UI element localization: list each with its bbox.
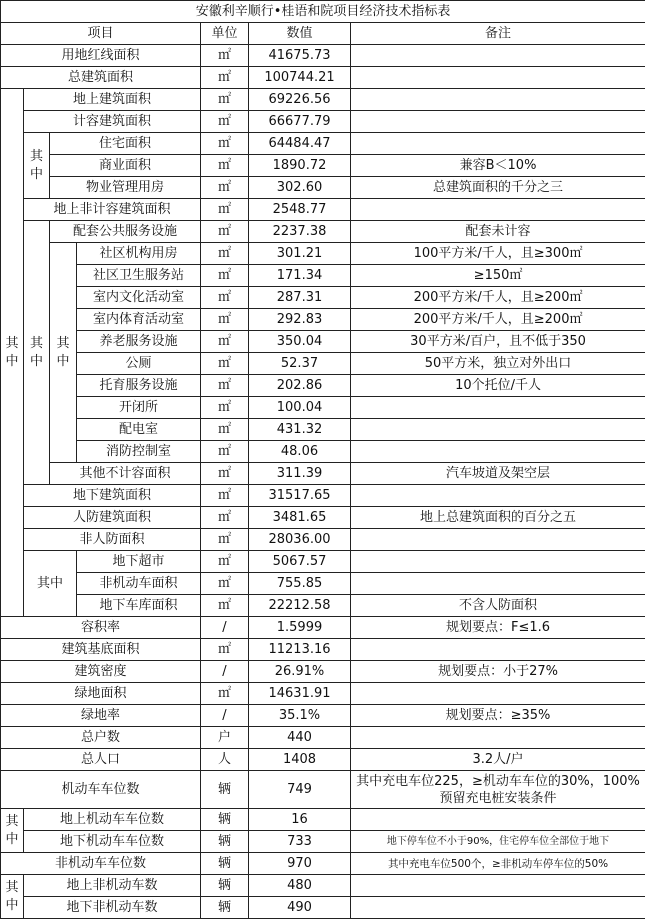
row-name: 地下车库面积 — [77, 595, 201, 617]
row-name: 养老服务设施 — [77, 331, 201, 353]
row-unit: ㎡ — [201, 353, 249, 375]
row-note — [351, 419, 645, 441]
row-unit: ㎡ — [201, 199, 249, 221]
row-unit: ㎡ — [201, 551, 249, 573]
row-value: 2548.77 — [249, 199, 351, 221]
qizhong-label-motor-parking: 其中 — [1, 809, 24, 853]
table-row — [1, 875, 645, 897]
table-row — [1, 683, 645, 705]
table-row — [1, 265, 645, 287]
row-name: 总建筑面积 — [1, 67, 201, 89]
row-value: 35.1% — [249, 705, 351, 727]
row-note: 兼容B＜10% — [351, 155, 645, 177]
row-value: 350.04 — [249, 331, 351, 353]
row-name: 地上非计容建筑面积 — [24, 199, 201, 221]
row-note: 地下停车位不小于90%，住宅停车位全部位于地下 — [351, 831, 645, 853]
row-value: 52.37 — [249, 353, 351, 375]
table-row — [1, 809, 645, 831]
row-note — [351, 67, 645, 89]
row-unit: ㎡ — [201, 507, 249, 529]
table-row — [1, 67, 645, 89]
table-row — [1, 375, 645, 397]
row-value: 733 — [249, 831, 351, 853]
row-name: 配电室 — [77, 419, 201, 441]
table-row — [1, 45, 645, 67]
table-row — [1, 243, 645, 265]
row-name: 总户数 — [1, 727, 201, 749]
row-note: 其中充电车位225，≥机动车车位的30%，100%预留充电桩安装条件 — [351, 771, 645, 809]
row-note: 地上总建筑面积的百分之五 — [351, 507, 645, 529]
row-note: 200平方米/千人，且≥200㎡ — [351, 287, 645, 309]
row-unit: ㎡ — [201, 595, 249, 617]
row-unit: / — [201, 617, 249, 639]
row-name: 计容建筑面积 — [24, 111, 201, 133]
row-unit: ㎡ — [201, 397, 249, 419]
row-value: 3481.65 — [249, 507, 351, 529]
qizhong-label-underground: 其中 — [24, 551, 77, 617]
table-row — [1, 639, 645, 661]
row-note: 总建筑面积的千分之三 — [351, 177, 645, 199]
table-row — [1, 309, 645, 331]
row-name: 非机动车车位数 — [1, 853, 201, 875]
table-row — [1, 529, 645, 551]
row-name: 人防建筑面积 — [24, 507, 201, 529]
table-row — [1, 441, 645, 463]
table-row — [1, 353, 645, 375]
row-value: 292.83 — [249, 309, 351, 331]
row-note: 3.2人/户 — [351, 749, 645, 771]
row-unit: 辆 — [201, 809, 249, 831]
row-name: 地下非机动车数 — [24, 897, 201, 919]
row-value: 14631.91 — [249, 683, 351, 705]
row-unit: ㎡ — [201, 683, 249, 705]
row-unit: ㎡ — [201, 529, 249, 551]
row-name: 机动车车位数 — [1, 771, 201, 809]
row-unit: ㎡ — [201, 463, 249, 485]
row-name: 地下建筑面积 — [24, 485, 201, 507]
row-unit: ㎡ — [201, 419, 249, 441]
row-unit: ㎡ — [201, 639, 249, 661]
row-note: 100平方米/千人，且≥300㎡ — [351, 243, 645, 265]
header-item: 项目 — [1, 23, 201, 45]
row-value: 16 — [249, 809, 351, 831]
row-value: 11213.16 — [249, 639, 351, 661]
row-note: 不含人防面积 — [351, 595, 645, 617]
row-unit: ㎡ — [201, 67, 249, 89]
row-value: 26.91% — [249, 661, 351, 683]
row-value: 5067.57 — [249, 551, 351, 573]
row-name: 社区机构用房 — [77, 243, 201, 265]
row-note — [351, 485, 645, 507]
row-note — [351, 897, 645, 919]
row-unit: ㎡ — [201, 441, 249, 463]
row-note: 30平方米/百户，且不低于350 — [351, 331, 645, 353]
row-value: 490 — [249, 897, 351, 919]
row-name: 地下机动车车位数 — [24, 831, 201, 853]
table-row — [1, 661, 645, 683]
row-name: 室内体育活动室 — [77, 309, 201, 331]
header-value: 数值 — [249, 23, 351, 45]
row-note — [351, 809, 645, 831]
row-value: 1890.72 — [249, 155, 351, 177]
row-name: 绿地面积 — [1, 683, 201, 705]
row-note: 其中充电车位500个，≥非机动车停车位的50% — [351, 853, 645, 875]
table-row — [1, 771, 645, 809]
row-unit: ㎡ — [201, 485, 249, 507]
table-row — [1, 727, 645, 749]
table-row — [1, 705, 645, 727]
table-row — [1, 485, 645, 507]
row-note: ≥150㎡ — [351, 265, 645, 287]
row-note — [351, 133, 645, 155]
row-note — [351, 573, 645, 595]
row-unit: 人 — [201, 749, 249, 771]
table-row — [1, 89, 645, 111]
row-value: 302.60 — [249, 177, 351, 199]
table-row — [1, 155, 645, 177]
table-row — [1, 133, 645, 155]
table-row — [1, 331, 645, 353]
row-value: 755.85 — [249, 573, 351, 595]
row-note — [351, 875, 645, 897]
qizhong-label-facilities: 其中 — [50, 243, 77, 463]
row-value: 202.86 — [249, 375, 351, 397]
table-row — [1, 287, 645, 309]
row-name: 地上机动车车位数 — [24, 809, 201, 831]
header-row — [1, 23, 645, 45]
row-name: 用地红线面积 — [1, 45, 201, 67]
table-row — [1, 177, 645, 199]
table-row — [1, 551, 645, 573]
row-value: 22212.58 — [249, 595, 351, 617]
row-note — [351, 529, 645, 551]
table-row — [1, 595, 645, 617]
table-row — [1, 419, 645, 441]
row-unit: ㎡ — [201, 155, 249, 177]
row-note — [351, 683, 645, 705]
row-name: 非人防面积 — [24, 529, 201, 551]
qizhong-label-bike-parking: 其中 — [1, 875, 24, 919]
row-value: 171.34 — [249, 265, 351, 287]
table-row — [1, 507, 645, 529]
row-value: 1.5999 — [249, 617, 351, 639]
row-value: 431.32 — [249, 419, 351, 441]
row-name: 建筑基底面积 — [1, 639, 201, 661]
row-unit: 辆 — [201, 771, 249, 809]
row-name: 住宅面积 — [50, 133, 201, 155]
row-note: 10个托位/千人 — [351, 375, 645, 397]
row-unit: ㎡ — [201, 573, 249, 595]
row-note — [351, 727, 645, 749]
row-unit: 辆 — [201, 897, 249, 919]
row-value: 31517.65 — [249, 485, 351, 507]
row-name: 地下超市 — [77, 551, 201, 573]
row-unit: ㎡ — [201, 309, 249, 331]
row-value: 480 — [249, 875, 351, 897]
row-value: 1408 — [249, 749, 351, 771]
table-row — [1, 463, 645, 485]
row-name: 地上非机动车数 — [24, 875, 201, 897]
row-value: 2237.38 — [249, 221, 351, 243]
table-title: 安徽利辛顺行•桂语和院项目经济技术指标表 — [1, 1, 645, 23]
row-name: 容积率 — [1, 617, 201, 639]
table-row — [1, 199, 645, 221]
qizhong-label-non-capacity: 其中 — [24, 221, 50, 485]
row-name: 地上建筑面积 — [24, 89, 201, 111]
table-row — [1, 853, 645, 875]
row-name: 室内文化活动室 — [77, 287, 201, 309]
row-unit: ㎡ — [201, 221, 249, 243]
row-note: 规划要点：≥35% — [351, 705, 645, 727]
row-note — [351, 397, 645, 419]
row-name: 商业面积 — [50, 155, 201, 177]
row-unit: 户 — [201, 727, 249, 749]
table-row — [1, 397, 645, 419]
row-unit: 辆 — [201, 853, 249, 875]
table-row — [1, 897, 645, 919]
row-name: 配套公共服务设施 — [50, 221, 201, 243]
row-name: 建筑密度 — [1, 661, 201, 683]
row-note: 50平方米，独立对外出口 — [351, 353, 645, 375]
row-name: 社区卫生服务站 — [77, 265, 201, 287]
row-value: 69226.56 — [249, 89, 351, 111]
row-unit: 辆 — [201, 831, 249, 853]
row-unit: ㎡ — [201, 331, 249, 353]
row-unit: ㎡ — [201, 111, 249, 133]
row-note: 配套未计容 — [351, 221, 645, 243]
row-unit: / — [201, 661, 249, 683]
table-row — [1, 617, 645, 639]
row-value: 100.04 — [249, 397, 351, 419]
row-note: 200平方米/千人，且≥200㎡ — [351, 309, 645, 331]
row-unit: ㎡ — [201, 287, 249, 309]
row-value: 66677.79 — [249, 111, 351, 133]
row-note — [351, 199, 645, 221]
table-row — [1, 831, 645, 853]
row-name: 非机动车面积 — [77, 573, 201, 595]
row-name: 公厕 — [77, 353, 201, 375]
qizhong-label-capacity: 其中 — [24, 133, 50, 199]
row-note — [351, 639, 645, 661]
row-unit: ㎡ — [201, 177, 249, 199]
row-unit: ㎡ — [201, 45, 249, 67]
qizhong-label-above-ground: 其中 — [1, 89, 24, 617]
row-note — [351, 551, 645, 573]
row-value: 301.21 — [249, 243, 351, 265]
row-unit: ㎡ — [201, 133, 249, 155]
row-name: 绿地率 — [1, 705, 201, 727]
row-unit: / — [201, 705, 249, 727]
row-value: 64484.47 — [249, 133, 351, 155]
row-value: 41675.73 — [249, 45, 351, 67]
row-name: 托育服务设施 — [77, 375, 201, 397]
row-note — [351, 111, 645, 133]
row-note: 规划要点：F≤1.6 — [351, 617, 645, 639]
row-value: 749 — [249, 771, 351, 809]
table-row — [1, 573, 645, 595]
row-note — [351, 45, 645, 67]
table-row — [1, 221, 645, 243]
row-unit: ㎡ — [201, 265, 249, 287]
row-value: 287.31 — [249, 287, 351, 309]
row-name: 总人口 — [1, 749, 201, 771]
row-name: 物业管理用房 — [50, 177, 201, 199]
row-note: 汽车坡道及架空层 — [351, 463, 645, 485]
table-row — [1, 111, 645, 133]
row-note: 规划要点：小于27% — [351, 661, 645, 683]
row-note — [351, 441, 645, 463]
row-value: 28036.00 — [249, 529, 351, 551]
row-note — [351, 89, 645, 111]
row-value: 48.06 — [249, 441, 351, 463]
table-row — [1, 749, 645, 771]
row-name: 消防控制室 — [77, 441, 201, 463]
row-name: 其他不计容面积 — [50, 463, 201, 485]
row-unit: ㎡ — [201, 89, 249, 111]
row-value: 970 — [249, 853, 351, 875]
row-unit: ㎡ — [201, 375, 249, 397]
header-note: 备注 — [351, 23, 645, 45]
row-unit: ㎡ — [201, 243, 249, 265]
row-value: 311.39 — [249, 463, 351, 485]
row-unit: 辆 — [201, 875, 249, 897]
header-unit: 单位 — [201, 23, 249, 45]
row-name: 开闭所 — [77, 397, 201, 419]
row-value: 100744.21 — [249, 67, 351, 89]
row-value: 440 — [249, 727, 351, 749]
